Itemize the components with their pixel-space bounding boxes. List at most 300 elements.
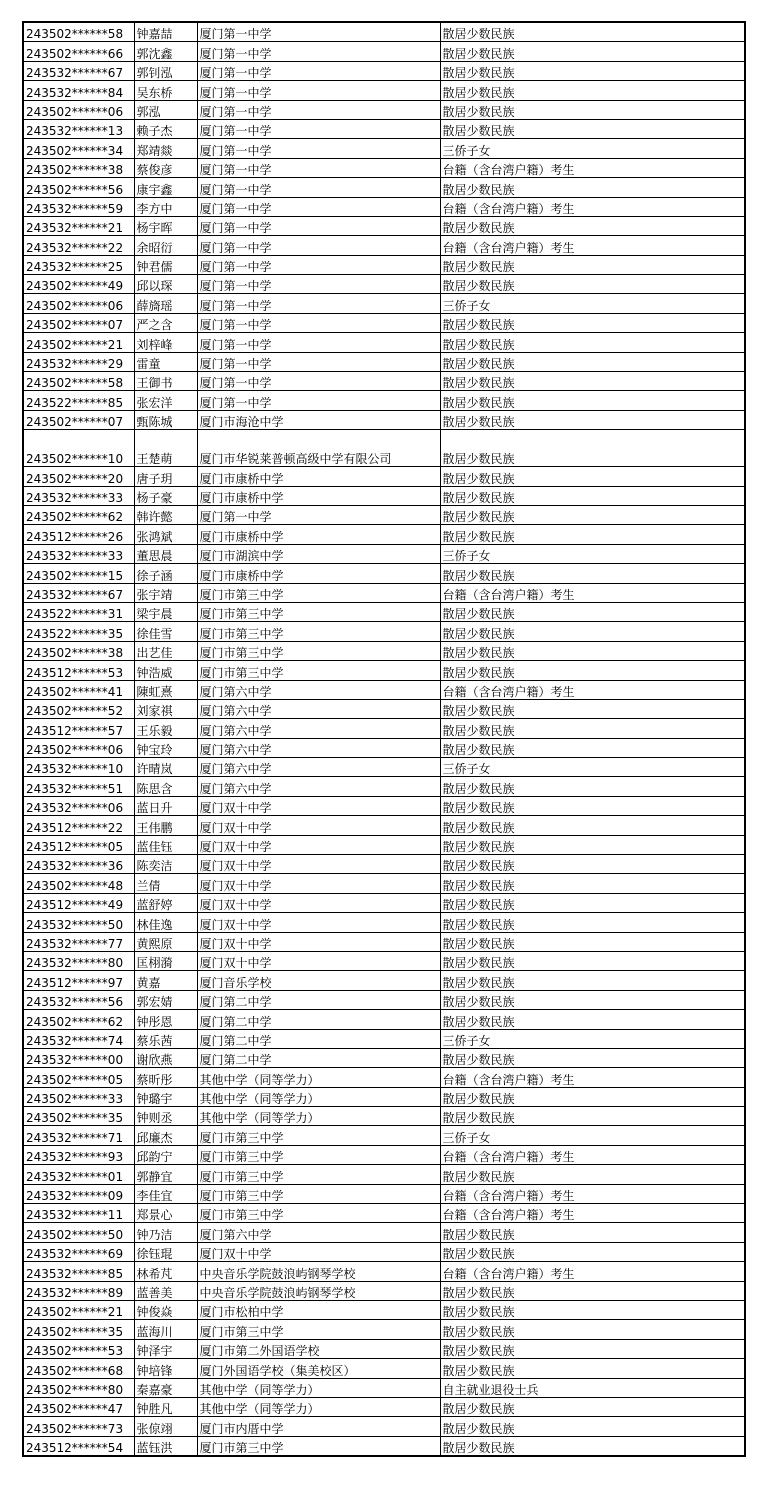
student-name-cell: 王楚萌 <box>134 430 197 467</box>
category-cell: 散居少数民族 <box>440 874 745 893</box>
category-cell: 散居少数民族 <box>440 313 745 332</box>
table-row <box>23 61 745 80</box>
table-row <box>23 139 745 158</box>
table-row <box>23 1359 745 1378</box>
school-cell: 厦门市康桥中学 <box>197 525 440 544</box>
student-name-cell: 张鸿斌 <box>134 525 197 544</box>
category-cell: 散居少数民族 <box>440 81 745 100</box>
school-cell: 厦门市华锐莱普顿高级中学有限公司 <box>197 430 440 467</box>
category-cell: 三侨子女 <box>440 294 745 313</box>
table-row <box>23 1378 745 1397</box>
school-cell: 其他中学（同等学力） <box>197 1068 440 1087</box>
category-cell: 散居少数民族 <box>440 100 745 119</box>
table-row <box>23 1126 745 1145</box>
student-name-cell: 钟泽宇 <box>134 1339 197 1358</box>
student-name-cell: 赖子杰 <box>134 119 197 138</box>
student-list-table <box>22 21 746 1457</box>
student-name-cell: 杨子豪 <box>134 486 197 505</box>
school-cell: 厦门双十中学 <box>197 796 440 815</box>
exam-number-cell: 243512******05 <box>23 835 134 854</box>
table-row <box>23 641 745 660</box>
category-cell: 散居少数民族 <box>440 990 745 1009</box>
student-name-cell: 蓝善美 <box>134 1281 197 1300</box>
student-name-cell: 王伟鹏 <box>134 816 197 835</box>
exam-number-cell: 243532******10 <box>23 758 134 777</box>
school-cell: 厦门第六中学 <box>197 680 440 699</box>
table-row <box>23 1242 745 1261</box>
table-row <box>23 719 745 738</box>
student-name-cell: 钟则丞 <box>134 1107 197 1126</box>
school-cell: 厦门市海沧中学 <box>197 410 440 429</box>
category-cell: 三侨子女 <box>440 544 745 563</box>
school-cell: 厦门双十中学 <box>197 932 440 951</box>
table-row <box>23 352 745 371</box>
table-row <box>23 1397 745 1416</box>
category-cell: 散居少数民族 <box>440 699 745 718</box>
exam-number-cell: 243532******93 <box>23 1145 134 1164</box>
table-row <box>23 564 745 583</box>
table-row <box>23 990 745 1009</box>
school-cell: 其他中学（同等学力） <box>197 1107 440 1126</box>
category-cell: 散居少数民族 <box>440 951 745 970</box>
exam-number-cell: 243532******56 <box>23 990 134 1009</box>
category-cell: 散居少数民族 <box>440 913 745 932</box>
exam-number-cell: 243502******06 <box>23 294 134 313</box>
student-name-cell: 林希芃 <box>134 1262 197 1281</box>
table-row <box>23 255 745 274</box>
category-cell: 散居少数民族 <box>440 1242 745 1261</box>
exam-number-cell: 243532******29 <box>23 352 134 371</box>
exam-number-cell: 243522******31 <box>23 602 134 621</box>
school-cell: 厦门第六中学 <box>197 738 440 757</box>
exam-number-cell: 243502******62 <box>23 505 134 524</box>
student-name-cell: 匡栩漪 <box>134 951 197 970</box>
school-cell: 厦门第一中学 <box>197 139 440 158</box>
exam-number-cell: 243532******33 <box>23 486 134 505</box>
student-name-cell: 钟璐宇 <box>134 1087 197 1106</box>
table-row <box>23 1165 745 1184</box>
exam-number-cell: 243502******20 <box>23 467 134 486</box>
exam-number-cell: 243532******13 <box>23 119 134 138</box>
school-cell: 厦门市第三中学 <box>197 1165 440 1184</box>
table-row <box>23 119 745 138</box>
school-cell: 中央音乐学院鼓浪屿钢琴学校 <box>197 1281 440 1300</box>
school-cell: 厦门双十中学 <box>197 1242 440 1261</box>
table-row <box>23 738 745 757</box>
school-cell: 厦门第一中学 <box>197 275 440 294</box>
category-cell: 散居少数民族 <box>440 1301 745 1320</box>
table-row <box>23 661 745 680</box>
table-row <box>23 1087 745 1106</box>
student-name-cell: 张倞翊 <box>134 1417 197 1436</box>
school-cell: 厦门市第三中学 <box>197 1126 440 1145</box>
exam-number-cell: 243532******89 <box>23 1281 134 1300</box>
school-cell: 厦门第一中学 <box>197 61 440 80</box>
student-name-cell: 蓝日升 <box>134 796 197 815</box>
category-cell: 散居少数民族 <box>440 505 745 524</box>
exam-number-cell: 243502******06 <box>23 738 134 757</box>
table-row <box>23 467 745 486</box>
school-cell: 厦门市第三中学 <box>197 1320 440 1339</box>
exam-number-cell: 243502******48 <box>23 874 134 893</box>
exam-number-cell: 243512******49 <box>23 893 134 912</box>
table-row <box>23 372 745 391</box>
student-name-cell: 秦嘉豪 <box>134 1378 197 1397</box>
student-name-cell: 陈思含 <box>134 777 197 796</box>
table-row <box>23 1339 745 1358</box>
student-name-cell: 刘梓峰 <box>134 333 197 352</box>
category-cell: 台籍（含台湾户籍）考生 <box>440 1184 745 1203</box>
category-cell: 台籍（含台湾户籍）考生 <box>440 583 745 602</box>
table-row <box>23 855 745 874</box>
table-row <box>23 1436 745 1456</box>
table-body <box>23 22 745 1456</box>
school-cell: 厦门第一中学 <box>197 236 440 255</box>
table-row <box>23 81 745 100</box>
school-cell: 厦门市第三中学 <box>197 1436 440 1456</box>
table-row <box>23 544 745 563</box>
student-name-cell: 谢欣燕 <box>134 1048 197 1067</box>
student-name-cell: 梁宇晨 <box>134 602 197 621</box>
category-cell: 散居少数民族 <box>440 855 745 874</box>
category-cell: 散居少数民族 <box>440 486 745 505</box>
category-cell: 散居少数民族 <box>440 333 745 352</box>
category-cell: 散居少数民族 <box>440 1223 745 1242</box>
exam-number-cell: 243532******22 <box>23 236 134 255</box>
table-row <box>23 874 745 893</box>
exam-number-cell: 243502******15 <box>23 564 134 583</box>
school-cell: 厦门市第三中学 <box>197 641 440 660</box>
student-name-cell: 李方中 <box>134 197 197 216</box>
student-name-cell: 余昭衍 <box>134 236 197 255</box>
school-cell: 厦门双十中学 <box>197 893 440 912</box>
school-cell: 中央音乐学院鼓浪屿钢琴学校 <box>197 1262 440 1281</box>
exam-number-cell: 243532******67 <box>23 61 134 80</box>
exam-number-cell: 243502******34 <box>23 139 134 158</box>
student-name-cell: 林佳逸 <box>134 913 197 932</box>
exam-number-cell: 243512******57 <box>23 719 134 738</box>
exam-number-cell: 243502******53 <box>23 1339 134 1358</box>
category-cell: 散居少数民族 <box>440 22 745 42</box>
exam-number-cell: 243532******59 <box>23 197 134 216</box>
student-name-cell: 钟俊焱 <box>134 1301 197 1320</box>
category-cell: 散居少数民族 <box>440 641 745 660</box>
school-cell: 厦门市康桥中学 <box>197 564 440 583</box>
exam-number-cell: 243532******67 <box>23 583 134 602</box>
school-cell: 厦门双十中学 <box>197 855 440 874</box>
category-cell: 台籍（含台湾户籍）考生 <box>440 1068 745 1087</box>
school-cell: 厦门外国语学校（集美校区） <box>197 1359 440 1378</box>
table-row <box>23 602 745 621</box>
table-row <box>23 197 745 216</box>
exam-number-cell: 243502******06 <box>23 100 134 119</box>
table-row <box>23 158 745 177</box>
category-cell: 散居少数民族 <box>440 1048 745 1067</box>
exam-number-cell: 243532******69 <box>23 1242 134 1261</box>
student-name-cell: 郑景心 <box>134 1204 197 1223</box>
category-cell: 散居少数民族 <box>440 602 745 621</box>
category-cell: 散居少数民族 <box>440 622 745 641</box>
school-cell: 其他中学（同等学力） <box>197 1397 440 1416</box>
school-cell: 厦门第一中学 <box>197 119 440 138</box>
school-cell: 厦门市第三中学 <box>197 622 440 641</box>
table-row <box>23 505 745 524</box>
table-row <box>23 525 745 544</box>
student-name-cell: 王御书 <box>134 372 197 391</box>
exam-number-cell: 243532******09 <box>23 1184 134 1203</box>
school-cell: 厦门第一中学 <box>197 372 440 391</box>
school-cell: 厦门第二中学 <box>197 990 440 1009</box>
category-cell: 散居少数民族 <box>440 1397 745 1416</box>
exam-number-cell: 243502******50 <box>23 1223 134 1242</box>
student-name-cell: 唐子玥 <box>134 467 197 486</box>
exam-number-cell: 243502******52 <box>23 699 134 718</box>
student-name-cell: 许晴岚 <box>134 758 197 777</box>
student-name-cell: 郭静宜 <box>134 1165 197 1184</box>
student-name-cell: 邱韵宁 <box>134 1145 197 1164</box>
table-row <box>23 1184 745 1203</box>
table-row <box>23 796 745 815</box>
exam-number-cell: 243522******35 <box>23 622 134 641</box>
school-cell: 厦门第一中学 <box>197 81 440 100</box>
school-cell: 厦门第一中学 <box>197 178 440 197</box>
student-name-cell: 张宏洋 <box>134 391 197 410</box>
school-cell: 厦门市第三中学 <box>197 602 440 621</box>
school-cell: 厦门第一中学 <box>197 42 440 61</box>
table-row <box>23 680 745 699</box>
exam-number-cell: 243532******71 <box>23 1126 134 1145</box>
student-name-cell: 钟胜凡 <box>134 1397 197 1416</box>
category-cell: 散居少数民族 <box>440 42 745 61</box>
student-name-cell: 张宇靖 <box>134 583 197 602</box>
table-row <box>23 583 745 602</box>
student-name-cell: 郭宏婧 <box>134 990 197 1009</box>
school-cell: 厦门双十中学 <box>197 874 440 893</box>
exam-number-cell: 243512******53 <box>23 661 134 680</box>
category-cell: 散居少数民族 <box>440 61 745 80</box>
category-cell: 散居少数民族 <box>440 119 745 138</box>
student-name-cell: 邱以琛 <box>134 275 197 294</box>
exam-number-cell: 243532******25 <box>23 255 134 274</box>
category-cell: 三侨子女 <box>440 139 745 158</box>
table-row <box>23 1048 745 1067</box>
category-cell: 散居少数民族 <box>440 1087 745 1106</box>
table-row <box>23 622 745 641</box>
table-row <box>23 391 745 410</box>
table-row <box>23 275 745 294</box>
exam-number-cell: 243502******07 <box>23 313 134 332</box>
student-name-cell: 郭泓 <box>134 100 197 119</box>
student-name-cell: 杨宇晖 <box>134 216 197 235</box>
student-name-cell: 钟嘉喆 <box>134 22 197 42</box>
table-row <box>23 486 745 505</box>
exam-number-cell: 243532******21 <box>23 216 134 235</box>
school-cell: 厦门第一中学 <box>197 313 440 332</box>
table-row <box>23 1145 745 1164</box>
category-cell: 散居少数民族 <box>440 971 745 990</box>
school-cell: 厦门第六中学 <box>197 758 440 777</box>
category-cell: 散居少数民族 <box>440 777 745 796</box>
exam-number-cell: 243502******35 <box>23 1107 134 1126</box>
student-name-cell: 钟浩威 <box>134 661 197 680</box>
category-cell: 台籍（含台湾户籍）考生 <box>440 680 745 699</box>
school-cell: 厦门市第二外国语学校 <box>197 1339 440 1358</box>
student-name-cell: 陳虹熹 <box>134 680 197 699</box>
student-name-cell: 钟君儒 <box>134 255 197 274</box>
school-cell: 厦门第二中学 <box>197 1010 440 1029</box>
category-cell: 台籍（含台湾户籍）考生 <box>440 1145 745 1164</box>
category-cell: 散居少数民族 <box>440 430 745 467</box>
category-cell: 散居少数民族 <box>440 738 745 757</box>
school-cell: 厦门第六中学 <box>197 699 440 718</box>
exam-number-cell: 243502******38 <box>23 641 134 660</box>
exam-number-cell: 243502******35 <box>23 1320 134 1339</box>
student-name-cell: 董思晨 <box>134 544 197 563</box>
table-row <box>23 816 745 835</box>
exam-number-cell: 243532******06 <box>23 796 134 815</box>
exam-number-cell: 243502******33 <box>23 1087 134 1106</box>
exam-number-cell: 243532******11 <box>23 1204 134 1223</box>
category-cell: 自主就业退役士兵 <box>440 1378 745 1397</box>
school-cell: 厦门市第三中学 <box>197 1204 440 1223</box>
table-row <box>23 100 745 119</box>
student-name-cell: 黄熙原 <box>134 932 197 951</box>
table-row <box>23 758 745 777</box>
school-cell: 厦门双十中学 <box>197 835 440 854</box>
category-cell: 散居少数民族 <box>440 178 745 197</box>
table-row <box>23 236 745 255</box>
student-name-cell: 蔡乐茜 <box>134 1029 197 1048</box>
category-cell: 散居少数民族 <box>440 893 745 912</box>
student-name-cell: 钟培锋 <box>134 1359 197 1378</box>
table-row <box>23 1010 745 1029</box>
school-cell: 厦门第二中学 <box>197 1048 440 1067</box>
table-row <box>23 216 745 235</box>
student-name-cell: 王乐毅 <box>134 719 197 738</box>
exam-number-cell: 243512******54 <box>23 1436 134 1456</box>
student-name-cell: 康宇鑫 <box>134 178 197 197</box>
category-cell: 台籍（含台湾户籍）考生 <box>440 236 745 255</box>
school-cell: 厦门第一中学 <box>197 333 440 352</box>
student-name-cell: 兰倩 <box>134 874 197 893</box>
table-row <box>23 971 745 990</box>
table-row <box>23 42 745 61</box>
student-name-cell: 陈奕洁 <box>134 855 197 874</box>
school-cell: 厦门第六中学 <box>197 719 440 738</box>
table-row <box>23 1223 745 1242</box>
exam-number-cell: 243502******66 <box>23 42 134 61</box>
exam-number-cell: 243532******00 <box>23 1048 134 1067</box>
student-name-cell: 徐钰琨 <box>134 1242 197 1261</box>
student-name-cell: 刘家祺 <box>134 699 197 718</box>
student-name-cell: 黄嘉 <box>134 971 197 990</box>
category-cell: 散居少数民族 <box>440 352 745 371</box>
school-cell: 厦门第一中学 <box>197 158 440 177</box>
table-row <box>23 410 745 429</box>
table-row <box>23 178 745 197</box>
school-cell: 厦门第一中学 <box>197 505 440 524</box>
table-row <box>23 932 745 951</box>
category-cell: 三侨子女 <box>440 1029 745 1048</box>
category-cell: 散居少数民族 <box>440 796 745 815</box>
exam-number-cell: 243532******80 <box>23 951 134 970</box>
school-cell: 厦门第一中学 <box>197 255 440 274</box>
table-row <box>23 1204 745 1223</box>
exam-number-cell: 243502******21 <box>23 1301 134 1320</box>
table-row <box>23 1068 745 1087</box>
exam-number-cell: 243512******97 <box>23 971 134 990</box>
exam-number-cell: 243502******47 <box>23 1397 134 1416</box>
table-row <box>23 1262 745 1281</box>
school-cell: 厦门市湖滨中学 <box>197 544 440 563</box>
school-cell: 厦门音乐学校 <box>197 971 440 990</box>
category-cell: 散居少数民族 <box>440 467 745 486</box>
school-cell: 厦门双十中学 <box>197 816 440 835</box>
category-cell: 台籍（含台湾户籍）考生 <box>440 1262 745 1281</box>
student-name-cell: 郭沈鑫 <box>134 42 197 61</box>
student-name-cell: 郭钊泓 <box>134 61 197 80</box>
category-cell: 散居少数民族 <box>440 1417 745 1436</box>
student-name-cell: 徐子涵 <box>134 564 197 583</box>
student-name-cell: 蓝舒婷 <box>134 893 197 912</box>
exam-number-cell: 243502******05 <box>23 1068 134 1087</box>
school-cell: 厦门市第三中学 <box>197 661 440 680</box>
school-cell: 厦门双十中学 <box>197 951 440 970</box>
exam-number-cell: 243502******10 <box>23 430 134 467</box>
student-name-cell: 蔡俊彦 <box>134 158 197 177</box>
category-cell: 散居少数民族 <box>440 835 745 854</box>
student-name-cell: 严之含 <box>134 313 197 332</box>
school-cell: 厦门第一中学 <box>197 391 440 410</box>
exam-number-cell: 243502******58 <box>23 372 134 391</box>
student-name-cell: 蓝海川 <box>134 1320 197 1339</box>
category-cell: 散居少数民族 <box>440 525 745 544</box>
table-row <box>23 430 745 467</box>
category-cell: 散居少数民族 <box>440 564 745 583</box>
school-cell: 其他中学（同等学力） <box>197 1378 440 1397</box>
school-cell: 厦门第一中学 <box>197 294 440 313</box>
exam-number-cell: 243522******85 <box>23 391 134 410</box>
school-cell: 厦门第一中学 <box>197 216 440 235</box>
student-name-cell: 蔡昕彤 <box>134 1068 197 1087</box>
category-cell: 三侨子女 <box>440 1126 745 1145</box>
table-row <box>23 1029 745 1048</box>
category-cell: 散居少数民族 <box>440 1107 745 1126</box>
exam-number-cell: 243502******58 <box>23 22 134 42</box>
exam-number-cell: 243532******50 <box>23 913 134 932</box>
table-row <box>23 951 745 970</box>
school-cell: 其他中学（同等学力） <box>197 1087 440 1106</box>
student-name-cell: 韩许懿 <box>134 505 197 524</box>
category-cell: 台籍（含台湾户籍）考生 <box>440 158 745 177</box>
category-cell: 散居少数民族 <box>440 932 745 951</box>
school-cell: 厦门市康桥中学 <box>197 486 440 505</box>
exam-number-cell: 243532******77 <box>23 932 134 951</box>
category-cell: 散居少数民族 <box>440 391 745 410</box>
student-name-cell: 钟乃洁 <box>134 1223 197 1242</box>
school-cell: 厦门市内厝中学 <box>197 1417 440 1436</box>
table-row <box>23 1417 745 1436</box>
category-cell: 散居少数民族 <box>440 372 745 391</box>
category-cell: 散居少数民族 <box>440 255 745 274</box>
school-cell: 厦门市第三中学 <box>197 583 440 602</box>
student-name-cell: 邱廉杰 <box>134 1126 197 1145</box>
school-cell: 厦门第一中学 <box>197 22 440 42</box>
exam-number-cell: 243502******80 <box>23 1378 134 1397</box>
student-name-cell: 钟宝玲 <box>134 738 197 757</box>
table-row <box>23 777 745 796</box>
student-name-cell: 甄陈城 <box>134 410 197 429</box>
